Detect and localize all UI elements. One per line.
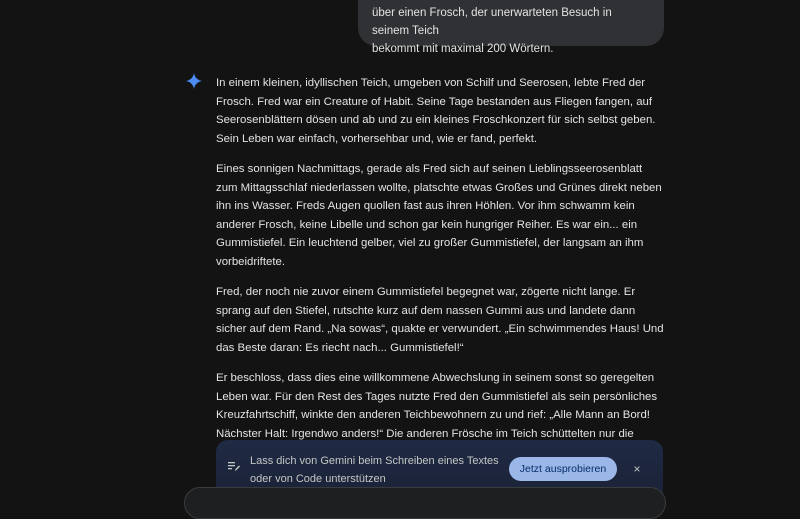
promo-text: Lass dich von Gemini beim Schreiben eines Textes oder von Code unterstützen xyxy=(250,455,499,485)
try-now-button[interactable]: Jetzt ausprobieren xyxy=(509,457,617,481)
response-paragraph: Fred, der noch nie zuvor einem Gummistiefel begegnet war, zögerte nicht lange. Er sprang auf den Stiefel, rutschte kurz auf dem nassen Gummi aus und landete dann sicher auf dem Rand. „Na sowas“, quakte er verwundert. „Ein schwimmendes Haus! Und das Beste daran: Es riecht nach... Gummistiefel!“ xyxy=(216,286,664,354)
user-prompt-bubble xyxy=(358,0,664,55)
user-prompt-line: über einen Frosch, der unerwarteten Besuch in seinem Teich xyxy=(372,7,612,37)
gemini-sparkle-icon xyxy=(186,73,202,89)
prompt-input[interactable] xyxy=(184,487,666,519)
response-paragraph: Eines sonnigen Nachmittags, gerade als Fred sich auf seinen Lieblingsseerosenblatt zum Mittagsschlaf niederlassen wollte, platschte etwas Großes und Grünes direkt neben ihn ins Wasser. Freds Augen quollen fast aus ihren Höhlen. Vor ihm schwamm kein anderer Frosch, keine Libelle und schon gar kein hungriger Reiher. Es war ein... ein Gummistiefel. Ein leuchtend gelber, viel zu großer Gummistiefel, der langsam an ihm vorbeidriftete. xyxy=(216,163,662,268)
close-icon[interactable]: × xyxy=(633,462,641,476)
edit-note-icon xyxy=(228,460,242,474)
assistant-response xyxy=(216,74,666,474)
response-paragraph: Er beschloss, dass dies eine willkommene Abwechslung in seinem sonst so geregelten Leben war. Für den Rest des Tages nutzte Fred den Gummistiefel als sein persönliches Kreuzfahrtschiff, winkte den anderen Teichbewohnern zu und rief: „Alle Mann an Bord! Nächster Halt: Irgendwo anders!“ Die anderen Frösche im Teich schüttelten nur die xyxy=(216,372,658,440)
user-prompt-line: bekommt mit maximal 200 Wörtern. xyxy=(372,43,554,55)
response-paragraph: In einem kleinen, idyllischen Teich, umgeben von Schilf und Seerosen, lebte Fred der Frosch. Fred war ein Creature of Habit. Seine Tage bestanden aus Fliegen fangen, auf Seerosenblättern dösen und ab und zu ein kleines Froschkonzert für sich selbst geben. Sein Leben war einfach, vorhersehbar und, wie er fand, perfekt. xyxy=(216,77,656,145)
